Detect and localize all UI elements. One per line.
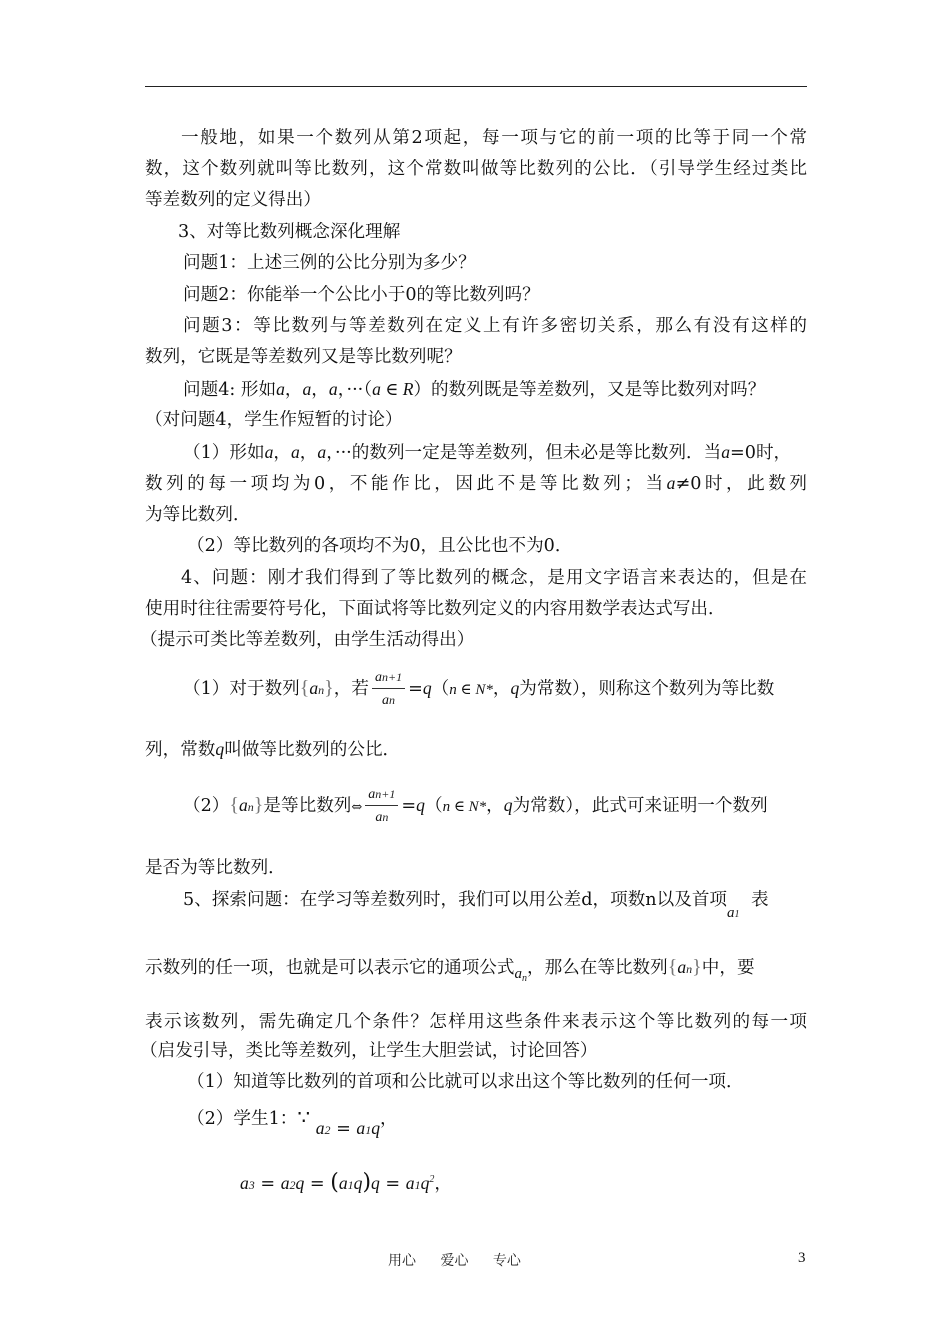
definition-1-cont: 列，常数q叫做等比数列的公比． xyxy=(145,739,401,760)
paragraph-line: 一般地，如果一个数列从第2项起，每一项与它的前一项的比等于同一个常 xyxy=(181,128,807,148)
answer-2: （2）等比数列的各项均不为0，且公比也不为0． xyxy=(187,536,573,556)
section-5-line: 5、探索问题：在学习等差数列时，我们可以用公差d，项数n以及首项a1表 xyxy=(183,890,769,921)
equation-a3: $a3 = a2q = (a1q)q = a1q^2$， xyxy=(240,1169,452,1195)
section-5-line: （启发引导，类比等差数列，让学生大胆尝试，讨论回答） xyxy=(140,1041,598,1061)
paragraph-line: 数，这个数列就叫等比数列，这个常数叫做等比数列的公比．（引导学生经过类比 xyxy=(145,159,807,179)
definition-1: （1）对于数列{an}，若 $\frac{an+1}{an}$ =q（n ∈ N*，q为常数），则称这个数列为等比数 xyxy=(145,665,845,713)
question-4-note: （对问题4，学生作短暂的讨论） xyxy=(145,410,403,430)
question-1: 问题1：上述三例的公比分别为多少？ xyxy=(183,253,476,273)
answer-1-cont: 数列的每一项均为0，不能作比，因此不是等比数列；当a≠0时，此数列 xyxy=(145,473,807,494)
point-2: （2）学生1：∵ a2 = a1q， xyxy=(187,1105,398,1139)
section-heading: 3、对等比数列概念深化理解 xyxy=(178,222,401,242)
point-1: （1）知道等比数列的首项和公比就可以求出这个等比数列的任何一项． xyxy=(187,1072,744,1092)
answer-1-end: 为等比数列． xyxy=(145,505,251,525)
section-4-hint: （提示可类比等差数列，由学生活动得出） xyxy=(140,630,475,650)
question-4: 问题4: 形如a，a，a，···（a ∈ R）的数列既是等差数列，又是等比数列对吗？ xyxy=(183,379,766,400)
paragraph-line: 等差数列的定义得出） xyxy=(145,190,321,210)
section-5-line: 示数列的任一项，也就是可以表示它的通项公式$a_n$，那么在等比数列{an}中，要 xyxy=(145,956,755,984)
header-rule xyxy=(145,86,807,87)
section-5-line: 表示该数列，需先确定几个条件？怎样用这些条件来表示这个等比数列的每一项 xyxy=(145,1012,807,1032)
page-number: 3 xyxy=(798,1250,806,1266)
definition-2-cont: 是否为等比数列． xyxy=(145,858,286,878)
section-4-line: 使用时往往需要符号化，下面试将等比数列定义的内容用数学表达式写出． xyxy=(145,599,726,619)
question-2: 问题2：你能举一个公比小于0的等比数列吗？ xyxy=(183,285,540,305)
section-4-line: 4、问题：刚才我们得到了等比数列的概念，是用文字语言来表达的，但是在 xyxy=(181,568,807,588)
ratio-fraction: $\frac{an+1}{an}$ xyxy=(365,784,398,829)
footer: 用心 爱心 专心 xyxy=(388,1253,521,1269)
ratio-fraction: $\frac{an+1}{an}$ xyxy=(372,667,405,712)
answer-1: （1）形如a，a，a，···的数列一定是等差数列，但未必是等比数列．当a=0时， xyxy=(183,442,792,463)
question-3: 问题3：等比数列与等差数列在定义上有许多密切关系，那么有没有这样的 xyxy=(183,316,807,336)
question-3-cont: 数列，它既是等差数列又是等比数列呢？ xyxy=(145,347,462,367)
definition-2: （2）{an}是等比数列⇔ $\frac{an+1}{an}$ =q（n ∈ N*，q为常数），此式可来证明一个数列 xyxy=(145,782,845,831)
